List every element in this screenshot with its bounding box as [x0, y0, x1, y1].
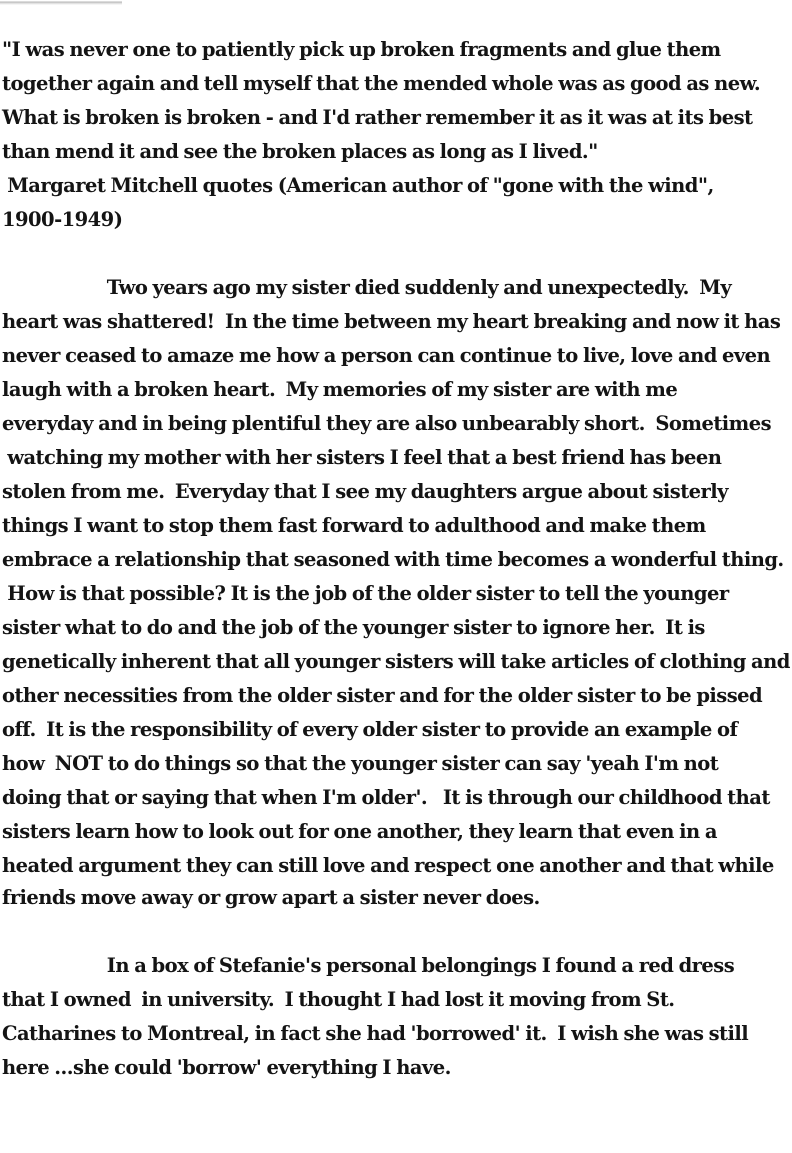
quote-attribution-line: 1900-1949)	[2, 208, 123, 231]
quote-line: together again and tell myself that the mended whole was as good as new.	[2, 72, 761, 95]
paragraph-line: How is that possible? It is the job of the older sister to tell the younger	[2, 582, 729, 605]
paragraph-line: off. It is the responsibility of every older sister to provide an example of	[2, 718, 738, 741]
paragraph-line: sisters learn how to look out for one another, they learn that even in a	[2, 820, 717, 843]
paragraph-line: never ceased to amaze me how a person can continue to live, love and even	[2, 344, 771, 367]
paragraph-line: other necessities from the older sister and for the older sister to be pissed	[2, 684, 763, 707]
paragraph-line: watching my mother with her sisters I feel that a best friend has been	[2, 446, 722, 469]
paragraph-line: how NOT to do things so that the younger sister can say 'yeah I'm not	[2, 752, 719, 775]
paragraph-line: Two years ago my sister died suddenly and unexpectedly. My	[2, 276, 732, 299]
quote-line: "I was never one to patiently pick up broken fragments and glue them	[2, 38, 721, 61]
paragraph-line: sister what to do and the job of the younger sister to ignore her. It is	[2, 616, 705, 639]
paragraph-line: genetically inherent that all younger sisters will take articles of clothing and	[2, 650, 790, 673]
paragraph-line: heart was shattered! In the time between my heart breaking and now it has	[2, 310, 781, 333]
cropped-text-fragment	[0, 0, 122, 5]
paragraph-line: Catharines to Montreal, in fact she had 'borrowed' it. I wish she was still	[2, 1022, 749, 1045]
paragraph-line: embrace a relationship that seasoned with time becomes a wonderful thing.	[2, 548, 784, 571]
paragraph-line: here ...she could 'borrow' everything I have.	[2, 1056, 451, 1079]
paragraph-line: In a box of Stefanie's personal belongings I found a red dress	[2, 954, 735, 977]
paragraph-line: stolen from me. Everyday that I see my daughters argue about sisterly	[2, 480, 728, 503]
paragraph-line: everyday and in being plentiful they are also unbearably short. Sometimes	[2, 412, 772, 435]
quote-line: than mend it and see the broken places as long as I lived."	[2, 140, 598, 163]
paragraph-line: heated argument they can still love and respect one another and that while	[2, 854, 774, 877]
paragraph-line: friends move away or grow apart a sister never does.	[2, 886, 540, 909]
paragraph-line: that I owned in university. I thought I had lost it moving from St.	[2, 988, 675, 1011]
quote-attribution-line: Margaret Mitchell quotes (American author of "gone with the wind",	[2, 174, 714, 197]
paragraph-line: doing that or saying that when I'm older'. It is through our childhood that	[2, 786, 770, 809]
paragraph-line: laugh with a broken heart. My memories of my sister are with me	[2, 378, 678, 401]
paragraph-line: things I want to stop them fast forward to adulthood and make them	[2, 514, 706, 537]
quote-line: What is broken is broken - and I'd rather remember it as it was at its best	[2, 106, 753, 129]
